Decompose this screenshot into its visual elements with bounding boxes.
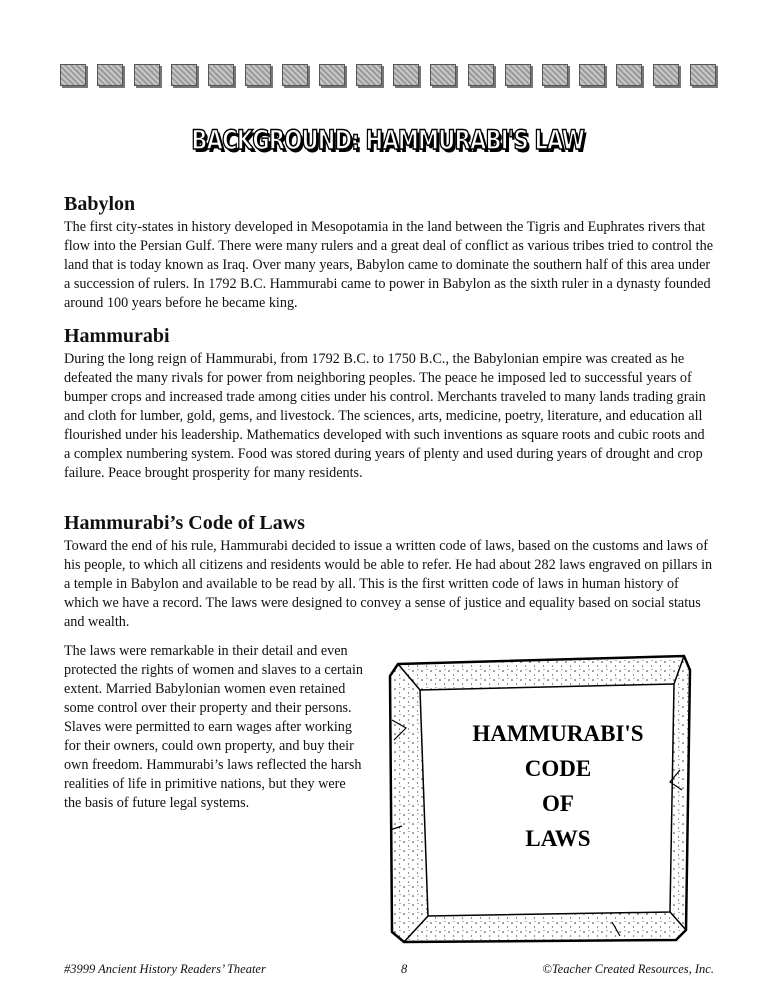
border-square [356, 64, 382, 86]
border-square [245, 64, 271, 86]
border-square [690, 64, 716, 86]
border-square [97, 64, 123, 86]
page-title-banner [188, 120, 588, 160]
border-square [505, 64, 531, 86]
section-heading: Hammurabi [64, 325, 170, 347]
border-square [468, 64, 494, 86]
page-title: BACKGROUND: HAMMURABI'S LAW [191, 124, 585, 156]
side-column [64, 642, 364, 813]
section-code-of-laws [64, 511, 714, 632]
decorative-border [60, 64, 716, 90]
footer-copyright: ©Teacher Created Resources, Inc. [542, 962, 714, 976]
border-square [282, 64, 308, 86]
border-square [616, 64, 642, 86]
tablet-line: LAWS [525, 826, 591, 851]
tablet-inscription [430, 716, 686, 856]
footer-page-number: 8 [400, 962, 408, 976]
section-body: During the long reign of Hammurabi, from 1792 B.C. to 1750 B.C., the Babylonian empire was created as he defeated the many rivals for power from neighboring peoples. The peace he imposed led to successful years of bumper crops and increased trade among cities under his control. Merchants traveled to many lands trading grain and cloth for lumber, gold, gems, and livestock. The sciences, arts, medicine, poetry, literature, and education all flourished under his leadership. Mathematics developed with such inventions as square roots and cubic roots and a complex numbering system. Food was stored during years of plenty and used during years of drought and crop failure. Peace brought prosperity for many residents. [64, 351, 706, 481]
border-square [393, 64, 419, 86]
tablet-line: CODE [524, 756, 592, 781]
side-paragraph: The laws were remarkable in their detail and even protected the rights of women and slaves to a certain extent. Married Babylonian women even retained some control over their property and their persons. Slaves were permitted to earn wages after working for their owners, could own property, and buy their own freedom. Hammurabi’s laws reflected the harsh realities of life in primitive nations, but they were the basis of future legal systems. [64, 643, 364, 811]
section-heading: Babylon [64, 193, 136, 215]
border-square [579, 64, 605, 86]
page-footer [64, 962, 714, 977]
section-heading: Hammurabi’s Code of Laws [64, 512, 305, 534]
border-square [653, 64, 679, 86]
footer-book-title: #3999 Ancient History Readers’ Theater [64, 962, 266, 976]
tablet-line: OF [542, 791, 574, 816]
border-square [430, 64, 456, 86]
border-square [134, 64, 160, 86]
border-square [208, 64, 234, 86]
border-square [542, 64, 568, 86]
border-square [319, 64, 345, 86]
section-body: Toward the end of his rule, Hammurabi decided to issue a written code of laws, based on the customs and laws of his people, to which all citizens and residents would be able to refer. He had about 282 laws engraved on pillars in a temple in Babylon and available to be read by all. This is the first written code of laws in human history of which we have a record. The laws were designed to convey a sense of justice and equality based on social status and wealth. [64, 538, 713, 630]
border-square [171, 64, 197, 86]
tablet-line: HAMMURABI'S [472, 721, 644, 746]
section-babylon [64, 192, 714, 313]
border-square [60, 64, 86, 86]
section-hammurabi [64, 324, 714, 483]
section-body: The first city-states in history developed in Mesopotamia in the land between the Tigris and Euphrates rivers that flow into the Persian Gulf. There were many rulers and a great deal of conflict as various tribes tried to control the land that is today known as Iraq. Over many years, Babylon came to dominate the southern half of this area under a succession of rulers. In 1792 B.C. Hammurabi came to power in Babylon as the sixth ruler in a dynasty founded around 100 years before he became king. [64, 219, 713, 311]
